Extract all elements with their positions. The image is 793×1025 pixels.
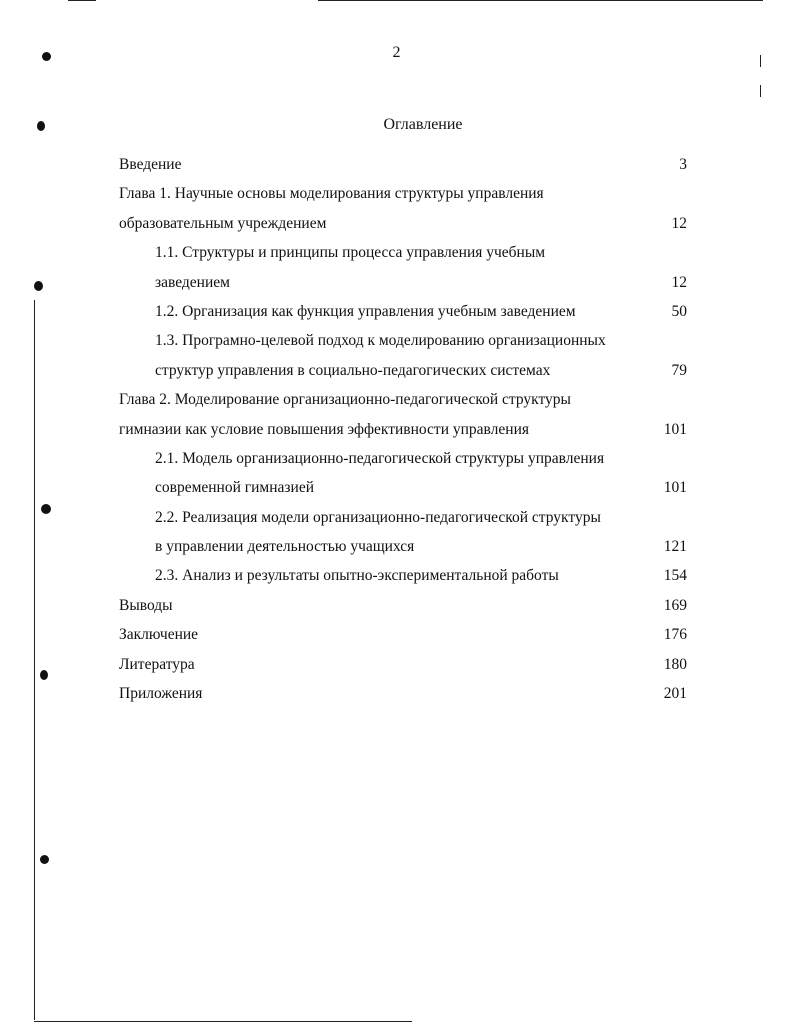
- toc-entry: [119, 561, 687, 590]
- toc-entry: [119, 356, 687, 385]
- toc-entry-text: 1.1. Структуры и принципы процесса управления учебным: [155, 244, 546, 262]
- toc-entry: [119, 209, 687, 238]
- toc-entry: [119, 150, 687, 179]
- toc-entry-text: 2.2. Реализация модели организационно-педагогической структуры: [155, 508, 601, 526]
- toc-entry: [119, 620, 687, 649]
- toc-entry-text: Глава 2. Моделирование организационно-педагогической структуры: [119, 391, 571, 409]
- toc-entry-page: 50: [671, 302, 687, 320]
- toc-entry-text: Литература: [119, 655, 195, 673]
- toc-entry-text: Глава 1. Научные основы моделирования структуры управления: [119, 185, 544, 203]
- scan-edge-top: [68, 0, 96, 1]
- toc-entry: [119, 415, 687, 444]
- toc-entry-page: 121: [663, 538, 687, 556]
- scan-edge-right: [760, 85, 761, 97]
- toc-entry-page: 12: [671, 214, 687, 232]
- toc-entry-page: 79: [671, 361, 687, 379]
- toc-entry: [119, 679, 687, 708]
- scan-edge-left: [34, 300, 35, 1020]
- binding-hole-mark: [41, 504, 51, 514]
- toc-entry: [119, 591, 687, 620]
- toc-entry-text: Заключение: [119, 626, 199, 644]
- binding-hole-mark: [40, 670, 48, 680]
- toc-entry: [119, 503, 687, 532]
- toc-entry-text: гимназии как условие повышения эффективности управления: [119, 420, 530, 438]
- toc-entry: [119, 444, 687, 473]
- toc-entry: [119, 238, 687, 267]
- toc-entry-page: 101: [663, 479, 687, 497]
- toc-entry-text: современной гимназией: [155, 479, 315, 497]
- toc-title: Оглавление: [383, 116, 463, 133]
- toc-entry-text: структур управления в социально-педагогических системах: [155, 361, 551, 379]
- toc-entry-text: в управлении деятельностью учащихся: [155, 538, 415, 556]
- binding-hole-mark: [34, 281, 43, 291]
- toc-entry-page: 169: [663, 596, 687, 614]
- toc-entry: [119, 297, 687, 326]
- toc-entry-page: 201: [663, 685, 687, 703]
- toc-entry-text: образовательным учреждением: [119, 214, 327, 232]
- toc-entry-text: 1.3. Програмно-целевой подход к моделированию организационных: [155, 332, 606, 350]
- toc-entry: [119, 385, 687, 414]
- page-number: 2: [392, 44, 401, 61]
- toc-entry-text: заведением: [155, 273, 230, 291]
- toc-entry-page: 176: [663, 626, 687, 644]
- scan-edge-top: [318, 0, 763, 1]
- toc-entry: [119, 179, 687, 208]
- toc-entry-page: 180: [663, 655, 687, 673]
- toc-entry: [119, 326, 687, 355]
- toc-entry-text: 2.1. Модель организационно-педагогической структуры управления: [155, 449, 605, 467]
- toc-entry: [119, 473, 687, 502]
- toc-entry-text: Введение: [119, 156, 182, 173]
- toc-entry: [119, 268, 687, 297]
- toc-entry-text: 1.2. Организация как функция управления учебным заведением: [155, 302, 576, 320]
- toc-entry-text: 2.3. Анализ и результаты опытно-экспериментальной работы: [155, 567, 559, 585]
- toc-entry-page: 101: [663, 420, 687, 438]
- toc-entry-page: 12: [671, 273, 687, 291]
- toc-entry-page: 3: [679, 156, 687, 173]
- toc-entry-text: Приложения: [119, 685, 203, 703]
- toc-entry: [119, 532, 687, 561]
- binding-hole-mark: [40, 855, 49, 864]
- scan-edge-bottom: [34, 1021, 412, 1022]
- toc-entry-page: 154: [663, 567, 687, 585]
- toc-entry: [119, 650, 687, 679]
- toc-entry-text: Выводы: [119, 596, 173, 614]
- table-of-contents: [119, 150, 687, 708]
